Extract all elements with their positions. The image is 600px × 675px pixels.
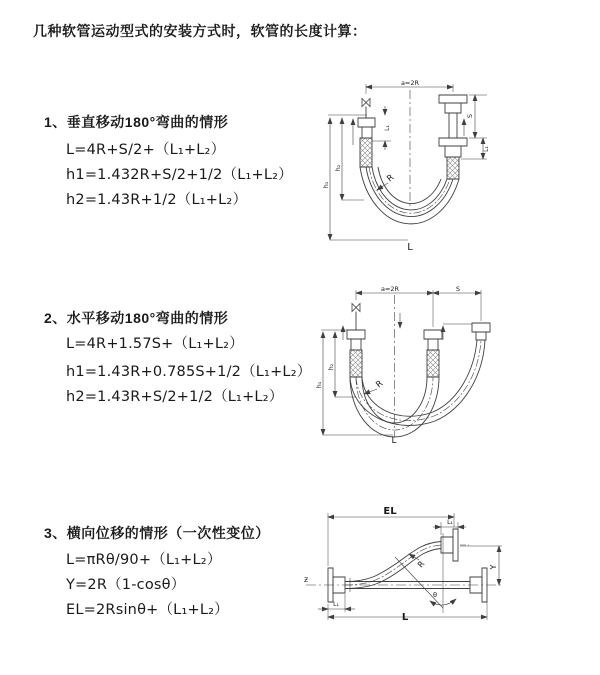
valve-icon bbox=[362, 99, 370, 107]
upper-flange-position-2 bbox=[441, 529, 458, 561]
dim-label-l1-right: L₁ bbox=[483, 146, 490, 152]
diagram-horizontal-180-bend bbox=[308, 285, 508, 455]
valve-icon bbox=[352, 304, 360, 312]
section-1-formula-h1: h1=1.432R+S/2+1/2（L₁+L₂） bbox=[66, 167, 293, 183]
dim-label-r: R bbox=[415, 559, 427, 570]
section-3-formula-el: EL=2Rsinθ+（L₁+L₂） bbox=[66, 602, 229, 618]
section-1-formula-h2: h2=1.43R+1/2（L₁+L₂） bbox=[66, 192, 248, 208]
section-1-formula-l: L=4R+S/2+（L₁+L₂） bbox=[66, 142, 226, 158]
right-pipe-fitting bbox=[472, 323, 490, 340]
section-2-formula-h2: h2=1.43R+S/2+1/2（L₁+L₂） bbox=[66, 389, 284, 405]
page-title: 几种软管运动型式的安装方式时，软管的长度计算： bbox=[33, 23, 367, 39]
dim-label-l1-left: L₁ bbox=[384, 125, 391, 131]
dim-label-y: Y bbox=[489, 564, 498, 570]
diagram-lateral-displacement bbox=[302, 505, 507, 655]
right-pipe-fitting bbox=[439, 95, 467, 179]
middle-pipe-fitting bbox=[424, 330, 442, 377]
dim-label-r: R bbox=[385, 172, 397, 185]
dim-label-h2: h₂ bbox=[327, 363, 335, 371]
dim-label-l: L bbox=[391, 436, 397, 446]
dim-label-l1-bottom: L₁ bbox=[333, 601, 339, 608]
dim-label-s: S bbox=[466, 113, 474, 119]
u-bend-hose bbox=[360, 167, 459, 224]
diagram-vertical-180-bend bbox=[320, 78, 505, 253]
dim-label-h1: h₁ bbox=[315, 381, 323, 389]
left-pipe-fitting bbox=[358, 118, 375, 167]
dim-label-l: L bbox=[401, 612, 409, 623]
dim-label-el: EL bbox=[383, 506, 397, 517]
dim-label-a2r: a=2R bbox=[400, 79, 420, 87]
dim-label-r: R bbox=[374, 378, 386, 391]
dim-label-h2: h₂ bbox=[334, 164, 342, 172]
dim-label-l1-top: L₁ bbox=[447, 519, 453, 526]
section-2-heading: 2、水平移动180°弯曲的情形 bbox=[44, 310, 229, 326]
dim-label-theta: θ bbox=[433, 591, 437, 599]
dim-label-a2r: a=2R bbox=[380, 285, 400, 293]
dim-label-l: L bbox=[407, 242, 413, 253]
section-2-formula-h1: h1=1.43R+0.785S+1/2（L₁+L₂） bbox=[66, 364, 312, 380]
section-2-formula-l: L=4R+1.57S+（L₁+L₂） bbox=[66, 336, 244, 352]
u-bend-hose-position-2 bbox=[350, 340, 485, 425]
centerline-mark: Ƶ bbox=[304, 577, 309, 584]
section-1-heading: 1、垂直移动180°弯曲的情形 bbox=[44, 114, 229, 130]
section-3-heading: 3、横向位移的情形（一次性变位） bbox=[44, 525, 270, 541]
section-3-formula-y: Y=2R（1-cosθ） bbox=[66, 577, 186, 593]
dim-label-s: S bbox=[455, 285, 461, 293]
dim-label-h1: h₁ bbox=[322, 181, 330, 189]
section-3-formula-l: L=πRθ/90+（L₁+L₂） bbox=[66, 552, 222, 568]
left-pipe-fitting bbox=[347, 330, 365, 377]
